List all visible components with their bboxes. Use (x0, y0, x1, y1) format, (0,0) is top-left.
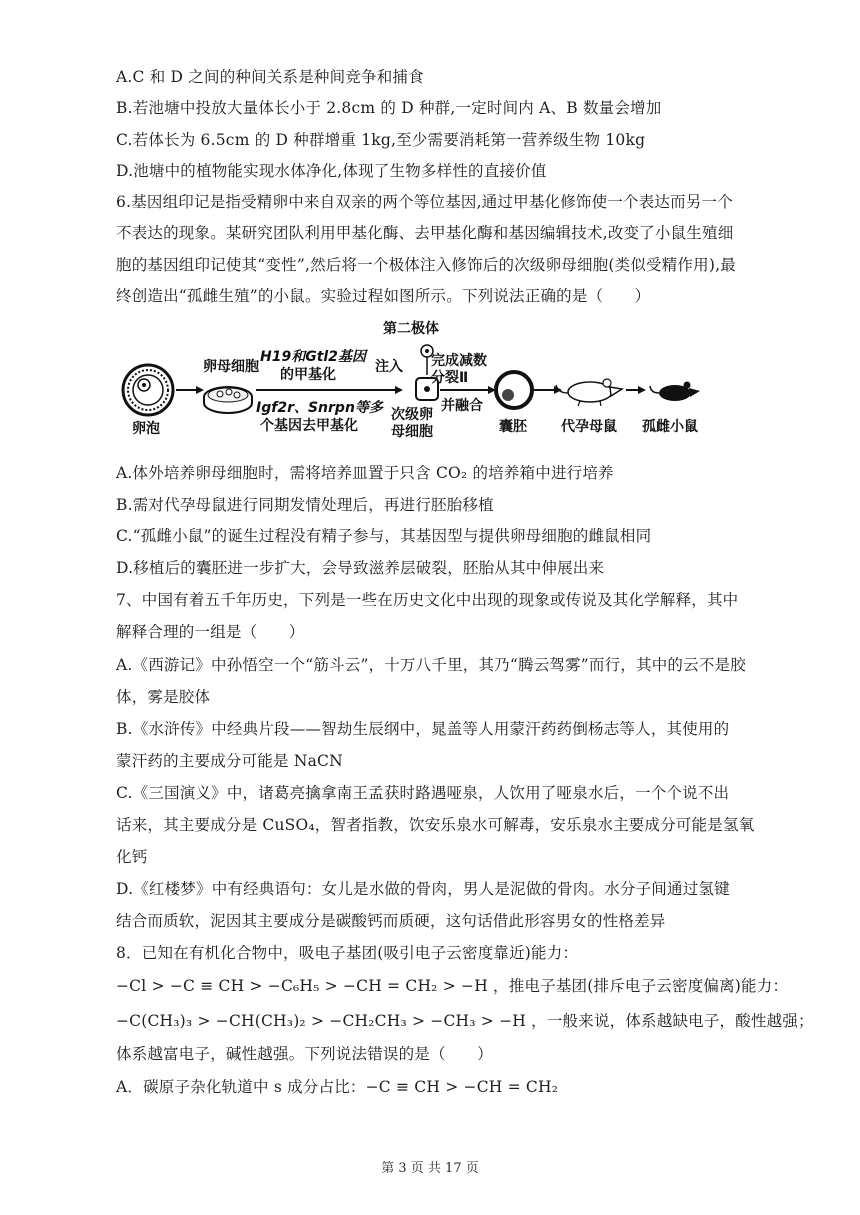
q5-option-a: A.C 和 D 之间的种间关系是种间竞争和捕食 (116, 68, 424, 86)
demethylation-label: 个基因去甲基化 (260, 418, 358, 434)
q7-option-c: C.《三国演义》中，诸葛亮擒拿南王孟获时路遇哑泉，人饮用了哑泉水后，一个个说不出 (116, 784, 730, 802)
pup-label: 孤雌小鼠 (642, 419, 698, 435)
q7-option-b: B.《水浒传》中经典片段——智劫生辰纲中，晁盖等人用蒙汗药药倒杨志等人，其使用的 (116, 720, 730, 738)
oocyte-label: 卵母细胞 (203, 359, 259, 375)
q5-option-c: C.若体长为 6.5cm 的 D 种群增重 1kg,至少需要消耗第一营养级生物 10kg (116, 131, 646, 149)
experiment-diagram (110, 315, 750, 450)
q7-option-d: D.《红楼梦》中有经典语句：女儿是水做的骨肉，男人是泥做的骨肉。水分子间通过氢键 (116, 880, 730, 898)
q7-option-c: 化钙 (116, 848, 148, 866)
fuse-label: 并融合 (441, 398, 483, 414)
q6-option-c: C.“孤雌小鼠”的诞生过程没有精子参与，其基因型与提供卵母细胞的雌鼠相同 (116, 527, 652, 545)
q7-option-b: 蒙汗药的主要成分可能是 NaCN (116, 752, 343, 770)
surrogate-mouse-icon (556, 379, 622, 406)
methylation-label: H19和Gtl2基因 (260, 349, 366, 365)
meiosis-label: 分裂Ⅱ (431, 370, 469, 386)
meiosis-label: 完成减数 (431, 353, 487, 369)
q7-stem-line: 7、中国有着五千年历史，下列是一些在历史文化中出现的现象或传说及其化学解释，其中 (116, 591, 739, 609)
parthenogenetic-mouse-icon (650, 382, 700, 402)
q8-donating-order: −C(CH₃)₃ > −CH(CH₃)₂ > −CH₂CH₃ > −CH₃ > −H ，一般来说，体系越缺电子，酸性越强； (116, 1012, 814, 1030)
q7-option-a: 体，雾是胶体 (116, 688, 211, 706)
q7-stem-line: 解释合理的一组是（ ） (116, 623, 305, 641)
blastocyst-label: 囊胚 (499, 419, 527, 435)
q7-option-d: 结合而质软，泥因其主要成分是碳酸钙而质硬，这句话借此形容男女的性格差异 (116, 912, 666, 930)
petri-dish-icon (204, 387, 252, 413)
q8-withdrawing-order: −Cl > −C ≡ CH > −C₆H₅ > −CH = CH₂ > −H ，推电子基团(排斥电子云密度偏离)能力： (116, 977, 789, 995)
page-footer: 第 3 页 共 17 页 (381, 1161, 479, 1176)
demethylation-label: Igf2r、Snrpn等多 (256, 400, 383, 416)
secondary-oocyte-label: 母细胞 (391, 424, 433, 440)
q5-option-d: D.池塘中的植物能实现水体净化,体现了生物多样性的直接价值 (116, 162, 547, 180)
polar-body-label: 第二极体 (383, 321, 439, 337)
q6-option-a: A.体外培养卵母细胞时，需将培养皿置于只含 CO₂ 的培养箱中进行培养 (116, 464, 614, 482)
methylation-label: 的甲基化 (280, 367, 336, 383)
follicle-icon (123, 365, 173, 415)
q8-option-a: A．碳原子杂化轨道中 s 成分占比：−C ≡ CH > −CH = CH₂ (116, 1078, 559, 1096)
q6-option-d: D.移植后的囊胚进一步扩大，会导致滋养层破裂，胚胎从其中伸展出来 (116, 559, 605, 577)
q7-option-c: 话来，其主要成分是 CuSO₄，智者指教，饮安乐泉水可解毒，安乐泉水主要成分可能是氢氧 (116, 816, 755, 834)
q8-stem-line: 8．已知在有机化合物中，吸电子基团(吸引电子云密度靠近)能力： (116, 944, 579, 962)
follicle-label: 卵泡 (132, 421, 160, 437)
q6-stem-line: 6.基因组印记是指受精卵中来自双亲的两个等位基因,通过甲基化修饰使一个表达而另一个 (116, 193, 733, 211)
q6-option-b: B.需对代孕母鼠进行同期发情处理后，再进行胚胎移植 (116, 496, 494, 514)
q6-stem-line: 胞的基因组印记使其“变性”,然后将一个极体注入修饰后的次级卵母细胞(类似受精作用),最 (116, 256, 736, 274)
q6-stem-line: 终创造出“孤雌生殖”的小鼠。实验过程如图所示。下列说法正确的是（ ） (116, 287, 651, 305)
blastocyst-icon (496, 372, 532, 408)
q5-option-b: B.若池塘中投放大量体长小于 2.8cm 的 D 种群,一定时间内 A、B 数量会增加 (116, 99, 662, 117)
inject-label: 注入 (375, 359, 403, 375)
q6-stem-line: 不表达的现象。某研究团队利用甲基化酶、去甲基化酶和基因编辑技术,改变了小鼠生殖细 (116, 224, 734, 242)
surrogate-label: 代孕母鼠 (561, 419, 617, 435)
q7-option-a: A.《西游记》中孙悟空一个“筋斗云”，十万八千里，其乃“腾云驾雾”而行，其中的云不是胶 (116, 656, 746, 674)
secondary-oocyte-label: 次级卵 (391, 407, 433, 423)
q8-stem-line: 体系越富电子，碱性越强。下列说法错误的是（ ） (116, 1045, 493, 1063)
